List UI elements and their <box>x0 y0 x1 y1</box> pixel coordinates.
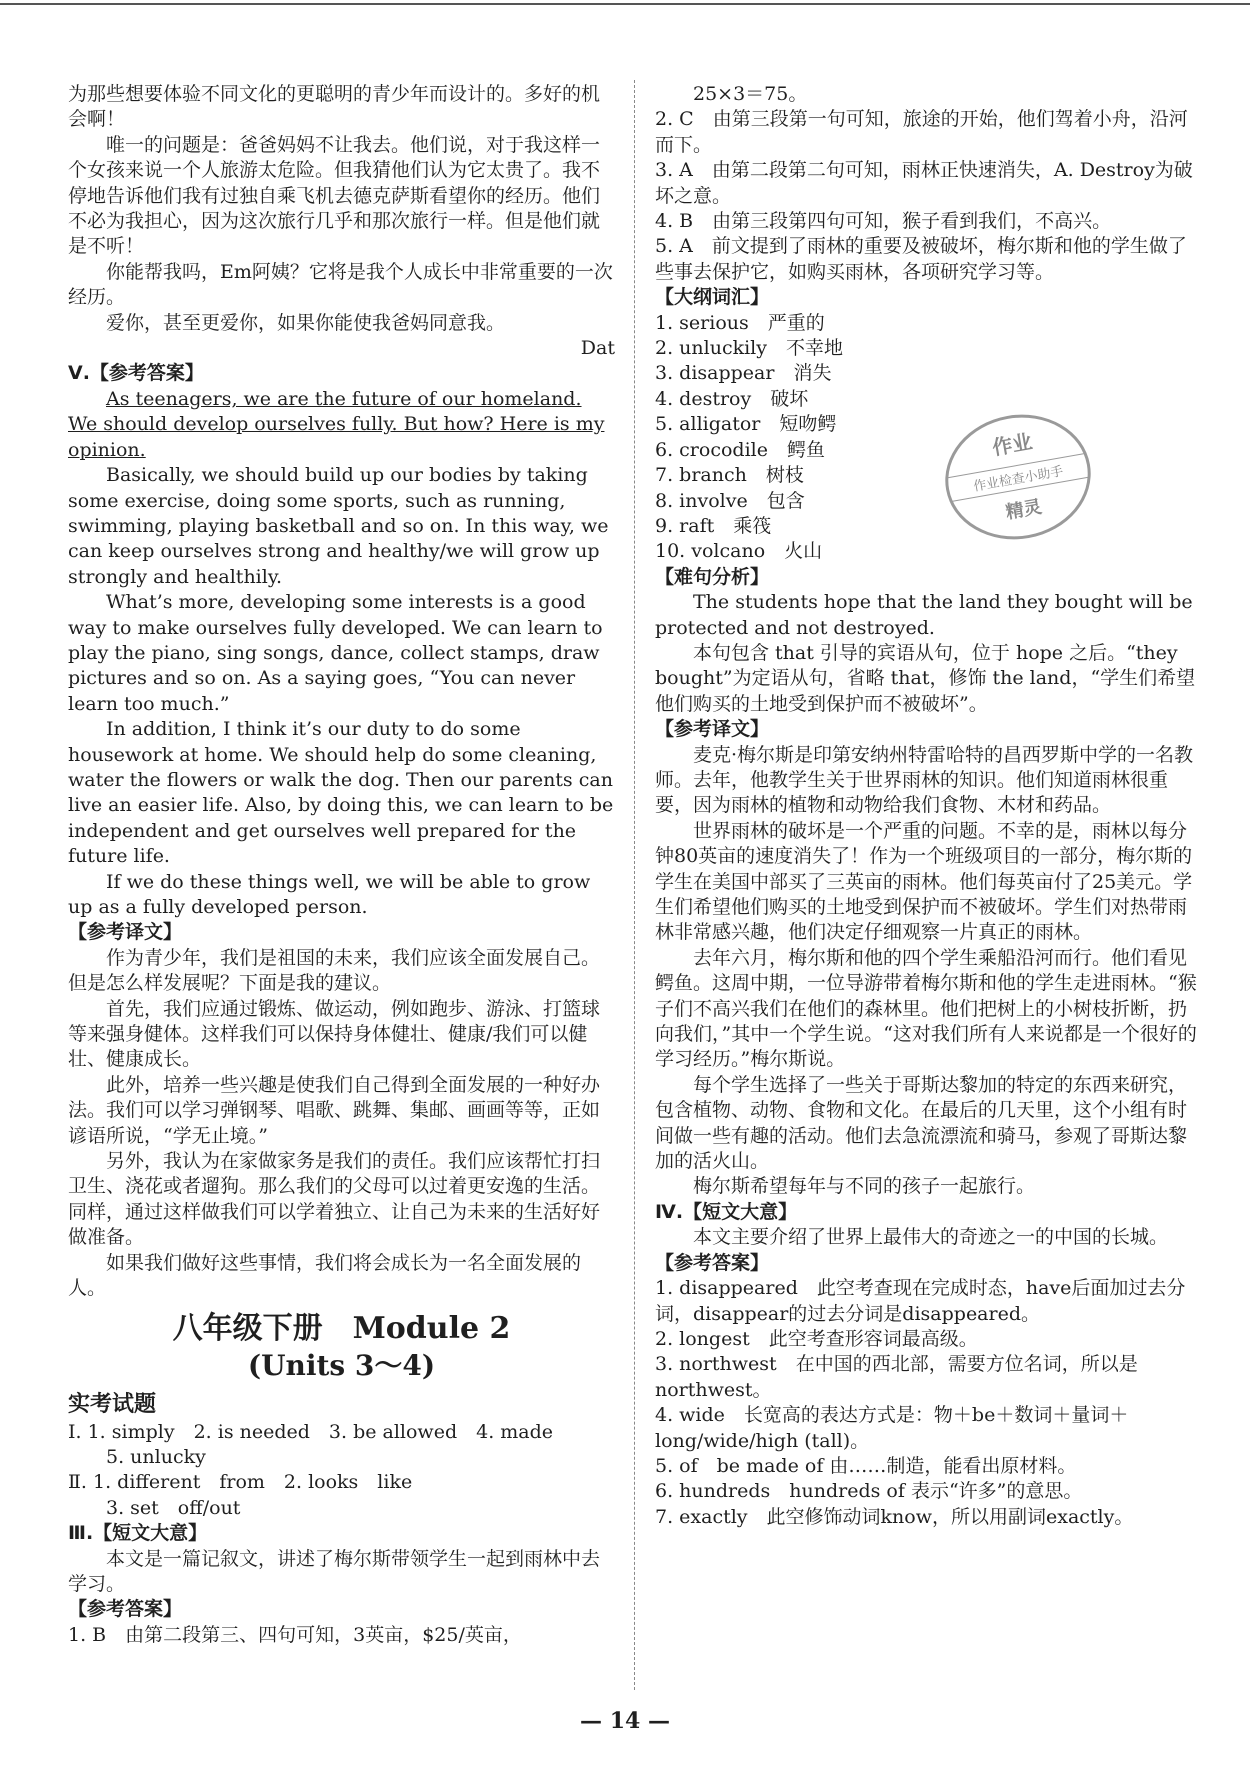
answer-line: 2. longest 此空考查形容词最高级。 <box>655 1327 978 1350</box>
answer-line: Ⅱ. 1. different from 2. looks like <box>68 1471 413 1494</box>
essay-paragraph: Basically, we should build up our bodies by taking some exercise, doing some sports, such as running, swimming, playing basketball and so on. In this way, we can keep ourselves strong and healthy/we will grow up strongly and healthily. <box>68 464 609 588</box>
answer-line: 7. exactly 此空修饰动词know，所以用副词exactly。 <box>655 1505 1134 1528</box>
units-subtitle: (Units 3～4) <box>247 1348 436 1382</box>
translation-paragraph: 如果我们做好这些事情，我们将会成长为一名全面发展的人。 <box>68 1251 582 1300</box>
translation-paragraph: 每个学生选择了一些关于哥斯达黎加的特定的东西来研究，包含植物、动物、食物和文化。在最后的几天里，这个小组有时间做一些有趣的活动。他们去急流漂流和骑马，参观了哥斯达黎加的活火山。 <box>655 1073 1188 1173</box>
translation-paragraph: 梅尔斯希望每年与不同的孩子一起旅行。 <box>693 1175 1036 1198</box>
answer-line: 4. B 由第三段第四句可知，猴子看到我们，不高兴。 <box>655 210 1112 233</box>
section-heading: Ⅲ.【短文大意】 <box>68 1522 208 1545</box>
section-heading: Ⅳ.【短文大意】 <box>655 1200 798 1223</box>
answer-heading: 【参考答案】 <box>655 1251 770 1274</box>
translation-paragraph: 另外，我认为在家做家务是我们的责任。我们应该帮忙打扫卫生、浇花或者遛狗。那么我们的父母可以过着更安逸的生活。同样，通过这样做我们可以学着独立、让自己为未来的生活好好做准备。 <box>68 1150 601 1249</box>
page-number: — 14 — <box>580 1708 670 1734</box>
essay-opening: As teenagers, we are the future of our homeland. We should develop ourselves fully. But how? Here is my opinion. <box>68 387 605 461</box>
letter-line: 为那些想要体验不同文化的更聪明的青少年而设计的。多好的机会啊！ <box>68 83 601 131</box>
answer-line: 5. unlucky <box>106 1445 206 1468</box>
vocab-item: 3. disappear 消失 <box>655 362 832 385</box>
column-divider <box>634 80 636 1690</box>
answer-line: 5. A 前文提到了雨林的重要及被破坏，梅尔斯和他的学生做了些事去保护它，如购买雨林，各项研究学习等。 <box>655 235 1187 283</box>
stamp-name: 精灵 <box>1004 496 1044 524</box>
essay-paragraph: What’s more, developing some interests is a good way to make ourselves fully developed. We can learn to play the piano, sing songs, dance, collect stamps, draw pictures and so on. As a saying goes, “You can never learn too much.” <box>68 591 603 715</box>
answer-line: 25×3＝75。 <box>693 83 808 105</box>
vocab-item: 7. branch 树枝 <box>655 464 804 487</box>
answer-line: 3. set off/out <box>106 1496 241 1519</box>
vocab-item: 1. serious 严重的 <box>655 311 825 334</box>
hard-sentence-analysis: 本句包含 that 引导的宾语从句，位于 hope 之后。“they bought”为定语从句，省略 that，修饰 the land，“学生们希望他们购买的土地受到保护而不被破坏”。 <box>655 641 1196 715</box>
letter-closing: 爱你，甚至更爱你，如果你能使我爸妈同意我。 <box>106 311 506 334</box>
translation-paragraph: 首先，我们应通过锻炼、做运动，例如跑步、游泳、打篮球等来强身健体。这样我们可以保持身体健壮、健康/我们可以健壮、健康成长。 <box>68 997 601 1071</box>
answer-line: Ⅰ. 1. simply 2. is needed 3. be allowed 4. made <box>68 1420 554 1443</box>
letter-paragraph: 你能帮我吗，Em阿姨？它将是我个人成长中非常重要的一次经历。 <box>68 260 613 309</box>
answer-line: 3. northwest 在中国的西北部，需要方位名词，所以是northwest。 <box>655 1353 1138 1401</box>
vocab-item: 2. unluckily 不幸地 <box>655 337 843 360</box>
vocab-item: 5. alligator 短吻鳄 <box>655 413 837 436</box>
answer-line: 1. B 由第二段第三、四句可知，3英亩，$25/英亩， <box>68 1623 522 1646</box>
left-column <box>68 82 615 1648</box>
section-heading: Ⅴ.【参考答案】 <box>68 362 204 385</box>
translation-heading: 【参考译文】 <box>655 718 770 741</box>
vocab-item: 4. destroy 破坏 <box>655 387 809 410</box>
stamp-title: 作业 <box>990 429 1035 460</box>
stamp-subtitle: 作业检查小助手 <box>947 453 1089 502</box>
letter-signature: Dat <box>580 337 615 360</box>
right-column <box>655 82 1200 1530</box>
hard-sentence: The students hope that the land they bought will be protected and not destroyed. <box>655 591 1193 639</box>
translation-paragraph: 作为青少年，我们是祖国的未来，我们应该全面发展自己。但是怎么样发展呢？下面是我的建议。 <box>68 946 601 995</box>
vocab-item: 8. involve 包含 <box>655 489 805 512</box>
answer-line: 5. of be made of 由……制造，能看出原材料。 <box>655 1454 1077 1477</box>
letter-paragraph: 唯一的问题是：爸爸妈妈不让我去。他们说，对于我这样一个女孩来说一个人旅游太危险。但我猜他们认为它太贵了。我不停地告诉他们我有过独自乘飞机去德克萨斯看望你的经历。他们不必为我担心，因为这次旅行几乎和那次旅行一样。但是他们就是不听！ <box>68 133 601 258</box>
answer-line: 3. A 由第二段第二句可知，雨林正快速消失，A. Destroy为破坏之意。 <box>655 159 1193 207</box>
hard-sentence-heading: 【难句分析】 <box>655 565 770 588</box>
answer-line: 2. C 由第三段第一句可知，旅途的开始，他们驾着小舟，沿河而下。 <box>655 108 1188 156</box>
translation-paragraph: 世界雨林的破坏是一个严重的问题。不幸的是，雨林以每分钟80英亩的速度消失了！作为一个班级项目的一部分，梅尔斯的学生在美国中部买了三英亩的雨林。他们每英亩付了25美元。学生们希望他们购买的土地受到保护而不被破坏。学生们对热带雨林非常感兴趣，他们决定仔细观察一片真正的雨林。 <box>655 819 1193 944</box>
answer-line: 1. disappeared 此空考查现在完成时态，have后面加过去分词，disappear的过去分词是disappeared。 <box>655 1277 1186 1325</box>
vocab-item: 6. crocodile 鳄鱼 <box>655 438 825 461</box>
translation-paragraph: 麦克·梅尔斯是印第安纳州特雷哈特的昌西罗斯中学的一名教师。去年，他教学生关于世界雨林的知识。他们知道雨林很重要，因为雨林的植物和动物给我们食物、木材和药品。 <box>655 743 1194 817</box>
module-title: 八年级下册 Module 2 <box>172 1310 511 1346</box>
answer-heading: 【参考答案】 <box>68 1598 183 1621</box>
vocab-heading: 【大纲词汇】 <box>655 286 770 309</box>
vocab-item: 10. volcano 火山 <box>655 540 823 563</box>
essay-paragraph: In addition, I think it’s our duty to do some housework at home. We should help do some cleaning, water the flowers or walk the dog. Then our parents can live an easier life. Also, by doing this, we can learn to be independent and get ourselves well prepared for the future life. <box>68 718 614 868</box>
vocab-item: 9. raft 乘筏 <box>655 514 772 537</box>
top-rule <box>0 3 1250 5</box>
answer-line: 4. wide 长宽高的表达方式是：物＋be＋数词＋量词＋long/wide/high (tall)。 <box>655 1404 1129 1452</box>
essay-paragraph: If we do these things well, we will be able to grow up as a fully developed person. <box>68 870 591 918</box>
summary-text: 本文是一篇记叙文，讲述了梅尔斯带领学生一起到雨林中去学习。 <box>68 1547 601 1595</box>
translation-paragraph: 此外，培养一些兴趣是使我们自己得到全面发展的一种好办法。我们可以学习弹钢琴、唱歌、跳舞、集邮、画画等等，正如谚语所说，“学无止境。” <box>68 1073 601 1147</box>
translation-paragraph: 去年六月，梅尔斯和他的四个学生乘船沿河而行。他们看见鳄鱼。这周中期，一位导游带着梅尔斯和他的学生走进雨林。“猴子们不高兴我们在他们的森林里。他们把树上的小树枝折断，扔向我们，”其中一个学生说。“这对我们所有人来说都是一个很好的学习经历。”梅尔斯说。 <box>655 946 1197 1071</box>
translation-heading: 【参考译文】 <box>68 921 183 944</box>
summary-text: 本文主要介绍了世界上最伟大的奇迹之一的中国的长城。 <box>693 1226 1169 1249</box>
exam-heading: 实考试题 <box>68 1391 157 1417</box>
answer-line: 6. hundreds hundreds of 表示“许多”的意思。 <box>655 1480 1083 1503</box>
